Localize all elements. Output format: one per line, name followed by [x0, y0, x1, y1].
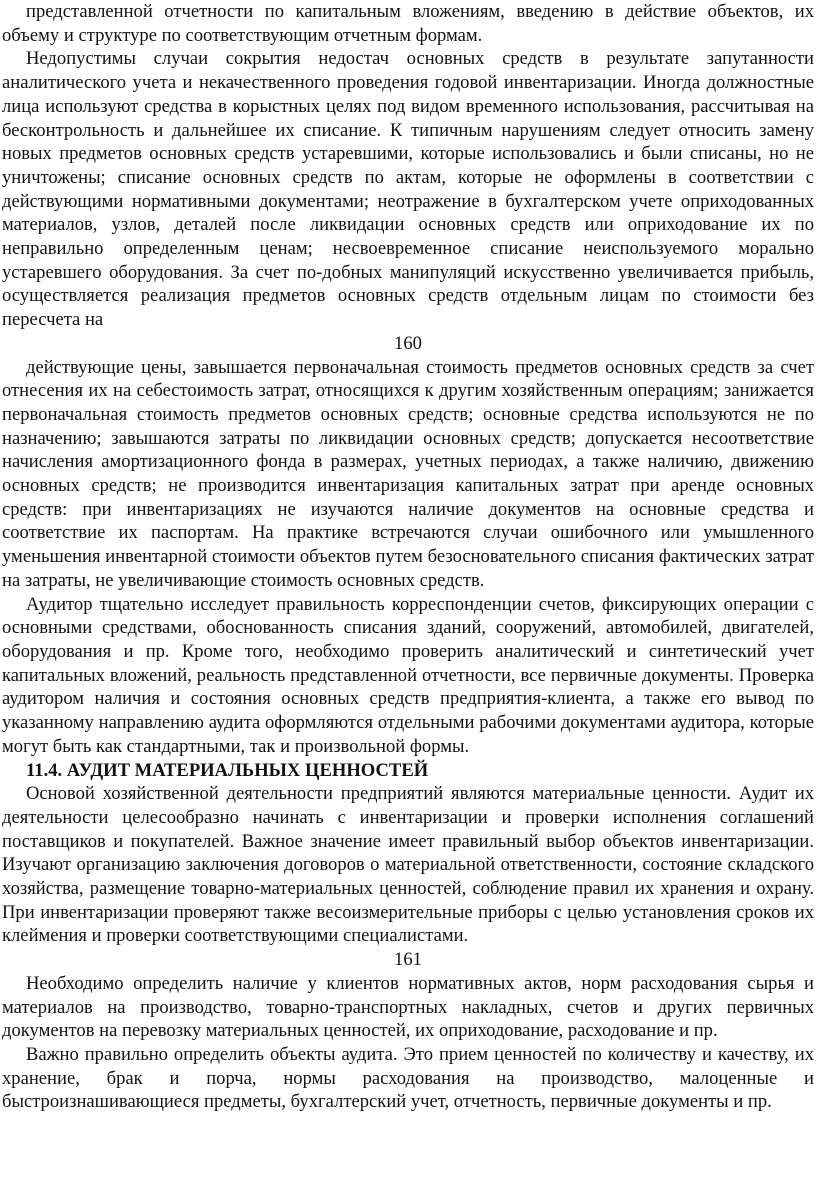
paragraph-audit-objects: Важно правильно определить объекты аудита. Это прием ценностей по количеству и качеству, их хранение, брак и порча, нормы расходования на производство, малоценные и быстроизнашивающиеся предметы, бухгалтерский учет, отчетность, первичные документы и пр. [2, 1043, 814, 1113]
paragraph-normative-acts: Необходимо определить наличие у клиентов нормативных актов, норм расходования сырья и материалов на производство, товарно-транспортных накладных, счетов и других первичных документов на перевозку материальных ценностей, их оприходование, расходование и пр. [2, 972, 814, 1042]
paragraph-violations: Недопустимы случаи сокрытия недостач основных средств в результате запутанности аналитического учета и некачественного проведения годовой инвентаризации. Иногда должностные лица используют средства в корыстных целях под видом временного использования, рассчитывая на бесконтрольность и дальнейшее их списание. К типичным нарушениям следует относить замену новых предметов основных средств устаревшими, которые использовались и были списаны, но не уничтожены; списание основных средств по актам, которые не оформлены в соответствии с действующими нормативными документами; неотражение в бухгалтерском учете оприходованных материалов, узлов, деталей после ликвидации основных средств или оприходование их по неправильно определенным ценам; несвоевременное списание неиспользуемого морально устаревшего оборудования. За счет по-добных манипуляций искусственно увеличивается прибыль, осуществляется реализация предметов основных средств отдельным лицам по стоимости без пересчета на [2, 48, 814, 331]
paragraph-materials: Основой хозяйственной деятельности предприятий являются материальные ценности. Аудит их деятельности целесообразно начинать с инвентаризации и проверки исполнения соглашений поставщиков и покупателей. Важное значение имеет правильный выбор объектов инвентаризации. Изучают организацию заключения договоров о материальной ответственности, состояние складского хозяйства, размещение товарно-материальных ценностей, соблюдение правил их хранения и охрану. При инвентаризации проверяют также весоизмерительные приборы с целью установления сроков их клеймения и проверки соответствующими специалистами. [2, 783, 814, 947]
paragraph-continuation: представленной отчетности по капитальным вложениям, введению в действие объектов, их объему и структуре по соответствующим отчетным формам. [2, 1, 814, 46]
paragraph-violations-continued: действующие цены, завышается первоначальная стоимость предметов основных средств за счет отнесения их на себестоимость затрат, относящихся к другим хозяйственным операциям; занижается первоначальная стоимость предметов основных средств; основные средства используются не по назначению; завышаются затраты по ликвидации основных средств; допускается несоответствие начисления амортизационного фонда в размерах, учетных периодах, а также наличию, движению основных средств; не производится инвентаризация капитальных затрат при аренде основных средств: при инвентаризациях не изучаются наличие документов на основные средства и соответствие их паспортам. На практике встречаются случаи ошибочного или умышленного уменьшения инвентарной стоимости объектов путем безосновательного списания фактических затрат на затраты, не увеличивающие стоимость основных средств. [2, 356, 814, 591]
page-number: 161 [394, 949, 422, 971]
section-heading: 11.4. АУДИТ МАТЕРИАЛЬНЫХ ЦЕННОСТЕЙ [26, 759, 429, 781]
paragraph-auditor: Аудитор тщательно исследует правильность корреспонденции счетов, фиксирующих операции с основными средствами, обоснованность списания зданий, сооружений, автомобилей, двигателей, оборудования и пр. Кроме того, необходимо проверить аналитический и синтетический учет капитальных вложений, реальность представленной отчетности, все первичные документы. Проверка аудитором наличия и состояния основных средств предприятия-клиента, а также его вывод по указанному направлению аудита оформляются отдельными рабочими документами аудитора, которые могут быть как стандартными, так и произвольной формы. [2, 593, 814, 757]
page-number: 160 [394, 332, 422, 354]
